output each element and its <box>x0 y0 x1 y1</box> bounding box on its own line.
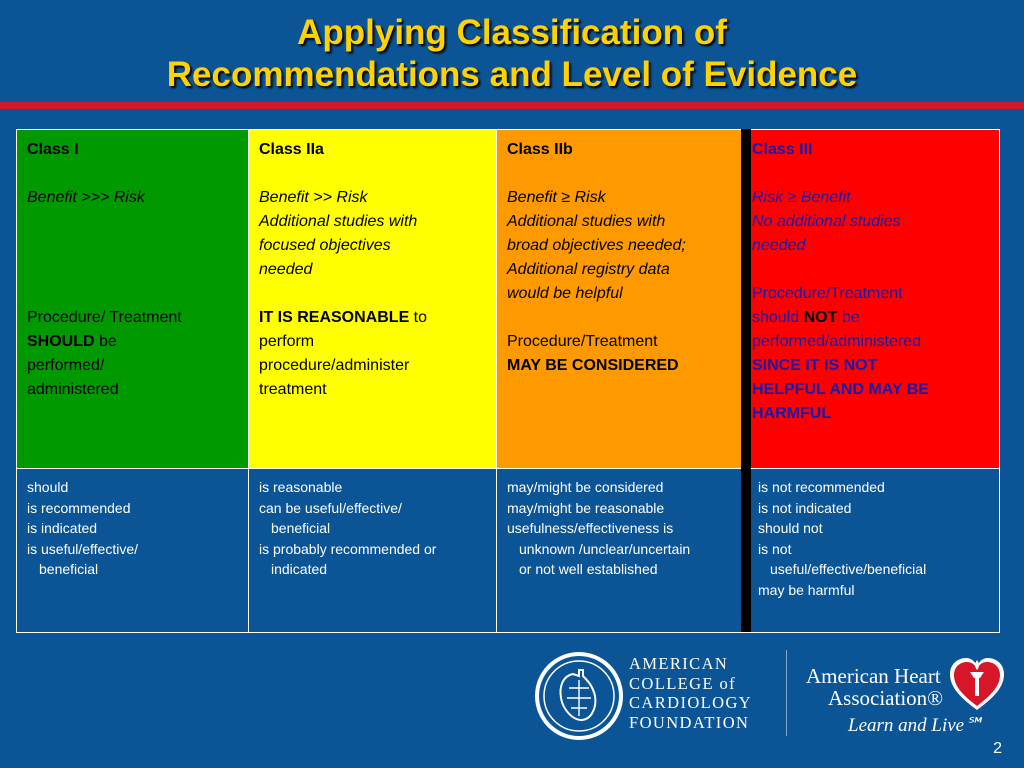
class-iii-phrase: is not recommended <box>758 479 885 495</box>
aha-tagline: Learn and Live℠ <box>848 715 984 736</box>
class-iia-rec-line-1: IT IS REASONABLE to <box>259 309 428 326</box>
acc-logo-text <box>629 654 752 732</box>
class-i-rec-line-3: performed/ <box>27 357 105 374</box>
aha-name-line-1: American Heart <box>806 664 941 688</box>
class-iii-studies-1: No additional studies <box>752 213 901 230</box>
class-iii-warning-2: HELPFUL AND MAY BE <box>752 381 929 398</box>
heart-torch-icon <box>946 652 1008 714</box>
class-iii-phrase: may be harmful <box>758 581 855 598</box>
aha-name-line-2: Association® <box>828 686 944 710</box>
class-i-rec-line-1: Procedure/ Treatment <box>27 309 182 326</box>
class-i-phrases-cell <box>17 469 249 633</box>
class-iii-phrase: useful/effective/beneficial <box>770 561 927 577</box>
acc-logo-line-2: COLLEGE of <box>629 673 737 693</box>
class-iia-studies-2: focused objectives <box>259 237 391 254</box>
class-iib-rec-line-2: MAY BE CONSIDERED <box>507 357 679 374</box>
class-iii-phrase: is not <box>758 540 792 557</box>
acc-logo-line-4: FOUNDATION <box>629 712 750 732</box>
class-iib-phrase: unknown /unclear/uncertain <box>519 540 691 557</box>
recommendation-table <box>16 129 1000 633</box>
class-iib-rec-line-1: Procedure/Treatment <box>507 333 658 350</box>
aha-logo <box>800 650 1010 745</box>
class-i-phrase: is useful/effective/ <box>27 540 139 557</box>
class-iia-phrases-cell <box>249 469 497 633</box>
class-iia-phrase: beneficial <box>271 520 331 536</box>
class-iia-phrase: is probably recommended or <box>259 540 437 557</box>
class-i-rec-line-4: administered <box>27 381 119 398</box>
class-iii-rec-line-1: Procedure/Treatment <box>752 285 903 302</box>
table-row-phrases <box>17 469 1000 633</box>
class-iib-studies-1: Additional studies with <box>507 213 666 230</box>
slide-title <box>0 12 1024 96</box>
class-i-cell <box>17 130 249 469</box>
class-iii-name: Class III <box>752 141 813 158</box>
class-iii-rec-line-2: should NOT be <box>752 309 860 326</box>
slide-title-line-2: Recommendations and Level of Evidence <box>166 55 858 94</box>
class-iii-studies-2: needed <box>752 237 806 254</box>
class-iia-rec-line-2: perform <box>259 333 315 350</box>
class-iia-phrase: is reasonable <box>259 479 343 495</box>
class-iia-name: Class IIa <box>259 141 324 158</box>
class-iia-phrase: can be useful/effective/ <box>259 499 402 516</box>
class-iii-divider-bar <box>741 129 751 632</box>
acc-foundation-logo <box>533 650 788 742</box>
class-iii-warning-1: SINCE IT IS NOT <box>752 357 878 374</box>
class-iib-studies-3: Additional registry data <box>507 261 670 278</box>
slide-title-line-1: Applying Classification of <box>297 13 727 52</box>
table-row-class-definitions <box>17 130 1000 469</box>
logo-separator <box>786 650 787 736</box>
acc-logo-line-3: CARDIOLOGY <box>629 693 753 712</box>
class-iib-phrase: may/might be considered <box>507 479 664 495</box>
acc-seal-icon <box>533 650 625 742</box>
class-iib-name: Class IIb <box>507 141 573 158</box>
class-iii-phrases-cell <box>744 469 1000 633</box>
class-iii-warning-3: HARMFUL <box>752 405 832 422</box>
class-i-phrase: should <box>27 479 69 495</box>
class-i-risk: Benefit >>> Risk <box>27 189 145 206</box>
title-divider-rule <box>0 102 1024 109</box>
class-iii-risk: Risk ≥ Benefit <box>752 189 851 206</box>
class-iib-studies-4: would be helpful <box>507 285 623 302</box>
class-iii-phrase: should not <box>758 520 823 536</box>
page-number: 2 <box>993 740 1002 757</box>
class-iia-rec-line-4: treatment <box>259 381 327 398</box>
class-iia-cell <box>249 130 497 469</box>
class-i-phrase: is indicated <box>27 520 98 536</box>
acc-logo-line-1: AMERICAN <box>629 654 729 673</box>
class-iia-studies-3: needed <box>259 261 313 278</box>
class-iii-cell <box>744 130 1000 469</box>
class-iia-phrase: indicated <box>271 561 328 577</box>
class-iib-risk: Benefit ≥ Risk <box>507 189 606 206</box>
class-iib-phrase: or not well established <box>519 561 658 577</box>
class-iii-rec-line-3: performed/administered <box>752 333 921 350</box>
class-iib-studies-2: broad objectives needed; <box>507 237 686 254</box>
class-i-phrase: beneficial <box>39 561 99 577</box>
class-i-name: Class I <box>27 141 79 158</box>
class-i-phrase: is recommended <box>27 499 131 516</box>
class-i-rec-line-2: SHOULD be <box>27 333 117 350</box>
class-iib-phrase: may/might be reasonable <box>507 499 665 516</box>
class-iib-phrase: usefulness/effectiveness is <box>507 520 674 536</box>
class-iii-phrase: is not indicated <box>758 499 852 516</box>
class-iib-phrases-cell <box>497 469 744 633</box>
class-iia-studies-1: Additional studies with <box>259 213 418 230</box>
class-iia-rec-line-3: procedure/administer <box>259 357 410 374</box>
class-iia-risk: Benefit >> Risk <box>259 189 368 206</box>
class-iib-cell <box>497 130 744 469</box>
